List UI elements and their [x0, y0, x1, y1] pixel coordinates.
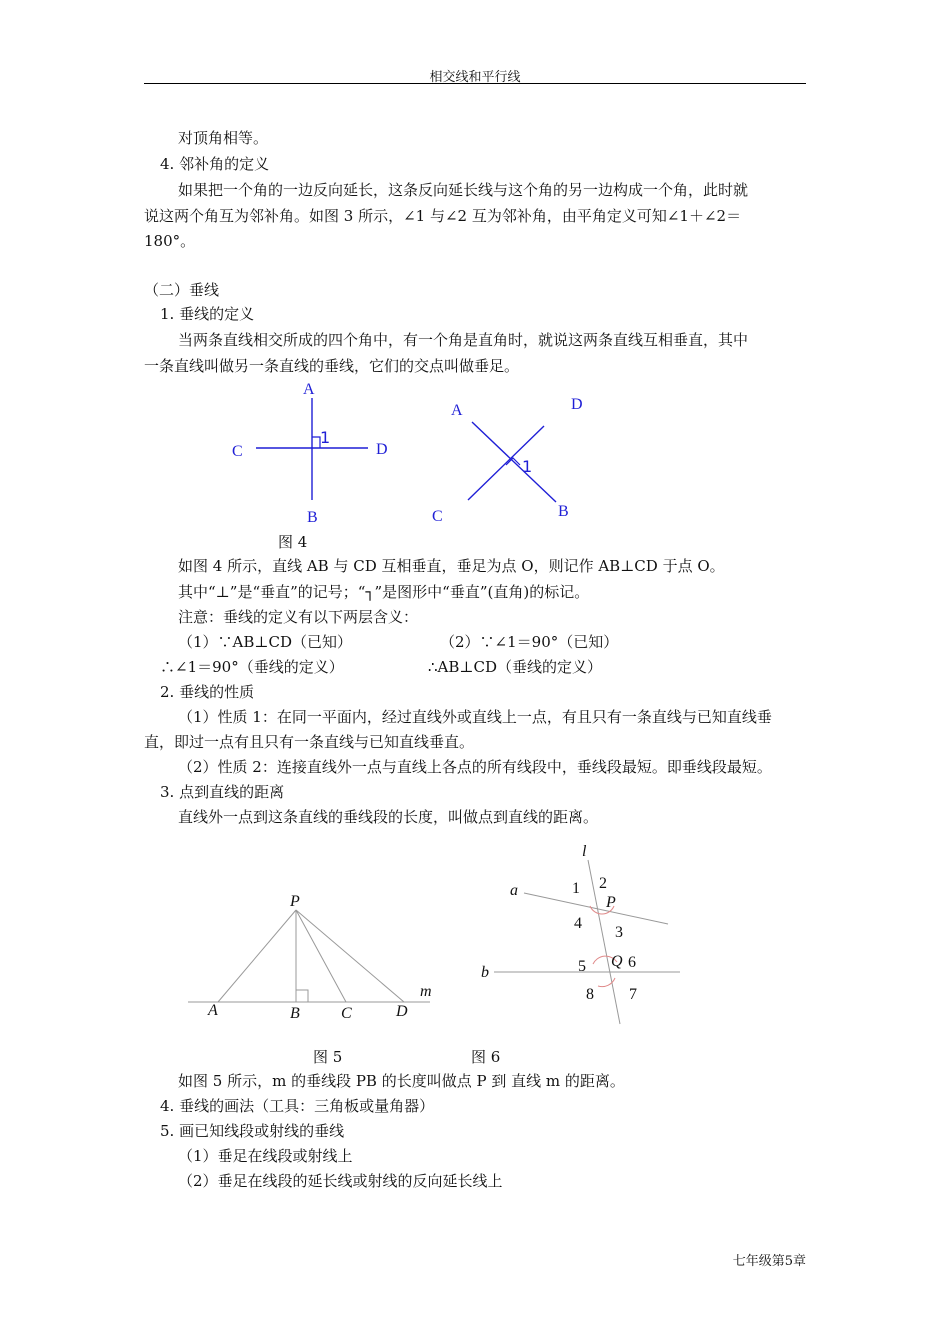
paragraph-line: ∴∠1＝90°（垂线的定义）: [160, 658, 344, 676]
paragraph-line: ∴AB⊥CD（垂线的定义）: [428, 658, 603, 676]
figure-4-caption: 图 4: [278, 533, 308, 551]
paragraph-line: 其中“⊥”是“垂直”的记号；“┐”是图形中“垂直”(直角)的标记。: [178, 583, 590, 601]
point-b-label: B: [558, 503, 569, 520]
angle-4-label: 4: [574, 915, 582, 932]
angle-7-label: 7: [629, 986, 637, 1003]
point-a-label: A: [303, 381, 315, 398]
paragraph-line: （2）垂足在线段的延长线或射线的反向延长线上: [178, 1172, 503, 1190]
page-footer: 七年级第5章: [732, 1254, 806, 1269]
section-heading: 5. 画已知线段或射线的垂线: [160, 1122, 345, 1140]
line-b-label: b: [481, 964, 489, 981]
line-m-label: m: [420, 983, 432, 1000]
angle-5-label: 5: [578, 958, 586, 975]
paragraph-line: 直，即过一点有且只有一条直线与已知直线垂直。: [144, 733, 475, 751]
point-c-label: C: [232, 443, 243, 460]
angle-6-label: 6: [628, 954, 636, 971]
angle-3-label: 3: [615, 924, 623, 941]
paragraph-line: 直线外一点到这条直线的垂线段的长度，叫做点到直线的距离。: [178, 808, 599, 826]
point-d-label: D: [376, 441, 388, 458]
line-l-label: l: [582, 843, 587, 860]
point-p-label: P: [290, 893, 300, 910]
paragraph-line: 一条直线叫做另一条直线的垂线，它们的交点叫做垂足。: [144, 357, 520, 375]
paragraph-line: （2）性质 2：连接直线外一点与直线上各点的所有线段中，垂线段最短。即垂线段最短。: [178, 758, 772, 776]
angle-1-label: 1: [320, 428, 331, 447]
point-a-label: A: [208, 1002, 218, 1019]
paragraph-line: 说这两个角互为邻补角。如图 3 所示，∠1 与∠2 互为邻补角，由平角定义可知∠1＋∠2＝: [144, 207, 742, 225]
paragraph-line: （1）性质 1：在同一平面内，经过直线外或直线上一点，有且只有一条直线与已知直线垂: [178, 708, 772, 726]
paragraph-line: 180°。: [144, 232, 196, 250]
paragraph-line: 如果把一个角的一边反向延长，这条反向延长线与这个角的另一边构成一个角，此时就: [178, 181, 749, 199]
figure-5-caption: 图 5: [313, 1048, 343, 1066]
section-heading: 2. 垂线的性质: [160, 683, 255, 701]
section-heading: 4. 邻补角的定义: [160, 155, 270, 173]
section-heading: 4. 垂线的画法（工具：三角板或量角器）: [160, 1097, 435, 1115]
paragraph-line: （1）∵AB⊥CD（已知）: [178, 633, 353, 651]
paragraph-line: 注意：垂线的定义有以下两层含义：: [178, 608, 419, 626]
paragraph-line: （2）∵∠1＝90°（已知）: [440, 633, 619, 651]
angle-1-label: 1: [522, 457, 533, 476]
point-c-label: C: [341, 1005, 352, 1022]
paragraph-line: 当两条直线相交所成的四个角中，有一个角是直角时，就说这两条直线互相垂直，其中: [178, 331, 749, 349]
point-a-label: A: [451, 402, 463, 419]
point-d-label: D: [396, 1003, 408, 1020]
point-d-label: D: [571, 396, 583, 413]
angle-1-label: 1: [572, 880, 580, 897]
angle-2-label: 2: [599, 875, 607, 892]
point-q-label: Q: [611, 953, 623, 970]
figure-6-caption: 图 6: [471, 1048, 501, 1066]
paragraph-line: （1）垂足在线段或射线上: [178, 1147, 353, 1165]
point-b-label: B: [290, 1005, 300, 1022]
page-header: 相交线和平行线: [429, 70, 521, 85]
angle-8-label: 8: [586, 986, 594, 1003]
section-heading: 1. 垂线的定义: [160, 305, 255, 323]
paragraph-line: 如图 5 所示，m 的垂线段 PB 的长度叫做点 P 到 直线 m 的距离。: [178, 1072, 625, 1090]
point-b-label: B: [307, 509, 318, 526]
section-heading: 3. 点到直线的距离: [160, 783, 285, 801]
line-a-label: a: [510, 882, 518, 899]
point-c-label: C: [432, 508, 443, 525]
paragraph-line: 如图 4 所示，直线 AB 与 CD 互相垂直，垂足为点 O，则记作 AB⊥CD 于点 O。: [178, 557, 725, 575]
paragraph-line: 对顶角相等。: [178, 129, 269, 147]
section-heading: （二）垂线: [144, 281, 220, 299]
point-p-label: P: [606, 894, 616, 911]
